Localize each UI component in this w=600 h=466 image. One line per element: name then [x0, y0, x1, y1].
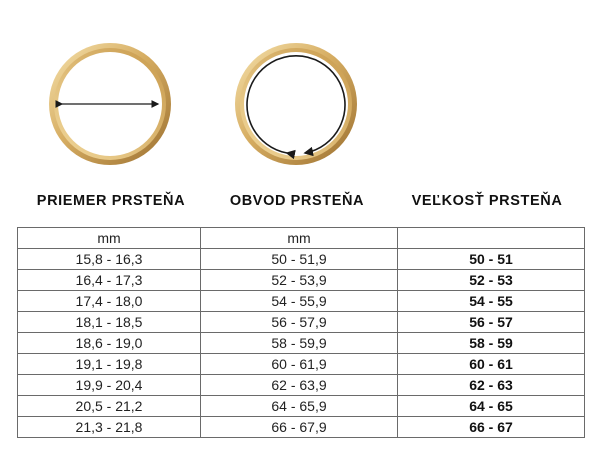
size-cell: 54 - 55 — [398, 291, 585, 312]
table-row — [18, 249, 585, 270]
circumference-cell: 64 - 65,9 — [201, 396, 398, 417]
table-row — [18, 291, 585, 312]
size-cell: 62 - 63 — [398, 375, 585, 396]
size-cell: 52 - 53 — [398, 270, 585, 291]
size-cell: 58 - 59 — [398, 333, 585, 354]
unit-diameter: mm — [18, 228, 201, 249]
circumference-cell: 54 - 55,9 — [201, 291, 398, 312]
table-row — [18, 396, 585, 417]
heading-diameter: PRIEMER PRSTEŇA — [36, 193, 186, 209]
diameter-cell: 19,9 - 20,4 — [18, 375, 201, 396]
diameter-cell: 18,6 - 19,0 — [18, 333, 201, 354]
table-row — [18, 417, 585, 438]
circumference-cell: 50 - 51,9 — [201, 249, 398, 270]
circumference-cell: 60 - 61,9 — [201, 354, 398, 375]
diameter-cell: 18,1 - 18,5 — [18, 312, 201, 333]
circumference-cell: 56 - 57,9 — [201, 312, 398, 333]
circumference-cell: 66 - 67,9 — [201, 417, 398, 438]
size-cell: 56 - 57 — [398, 312, 585, 333]
diameter-cell: 15,8 - 16,3 — [18, 249, 201, 270]
table-row — [18, 270, 585, 291]
table-row — [18, 375, 585, 396]
size-cell: 50 - 51 — [398, 249, 585, 270]
unit-circumference: mm — [201, 228, 398, 249]
units-row — [18, 228, 585, 249]
diameter-cell: 20,5 - 21,2 — [18, 396, 201, 417]
circumference-cell: 62 - 63,9 — [201, 375, 398, 396]
heading-circumference: OBVOD PRSTEŇA — [229, 193, 365, 209]
size-cell: 60 - 61 — [398, 354, 585, 375]
unit-size — [398, 228, 585, 249]
diameter-cell: 16,4 - 17,3 — [18, 270, 201, 291]
circumference-cell: 58 - 59,9 — [201, 333, 398, 354]
table-row — [18, 312, 585, 333]
diameter-cell: 21,3 - 21,8 — [18, 417, 201, 438]
diameter-cell: 19,1 - 19,8 — [18, 354, 201, 375]
size-cell: 64 - 65 — [398, 396, 585, 417]
heading-size: VEĽKOSŤ PRSTEŇA — [411, 193, 563, 209]
ring-size-table — [17, 227, 585, 438]
circumference-cell: 52 - 53,9 — [201, 270, 398, 291]
size-cell: 66 - 67 — [398, 417, 585, 438]
ring-diameter-icon — [44, 38, 176, 170]
ring-circumference-icon — [230, 38, 362, 170]
table-row — [18, 333, 585, 354]
diameter-cell: 17,4 - 18,0 — [18, 291, 201, 312]
table-row — [18, 354, 585, 375]
